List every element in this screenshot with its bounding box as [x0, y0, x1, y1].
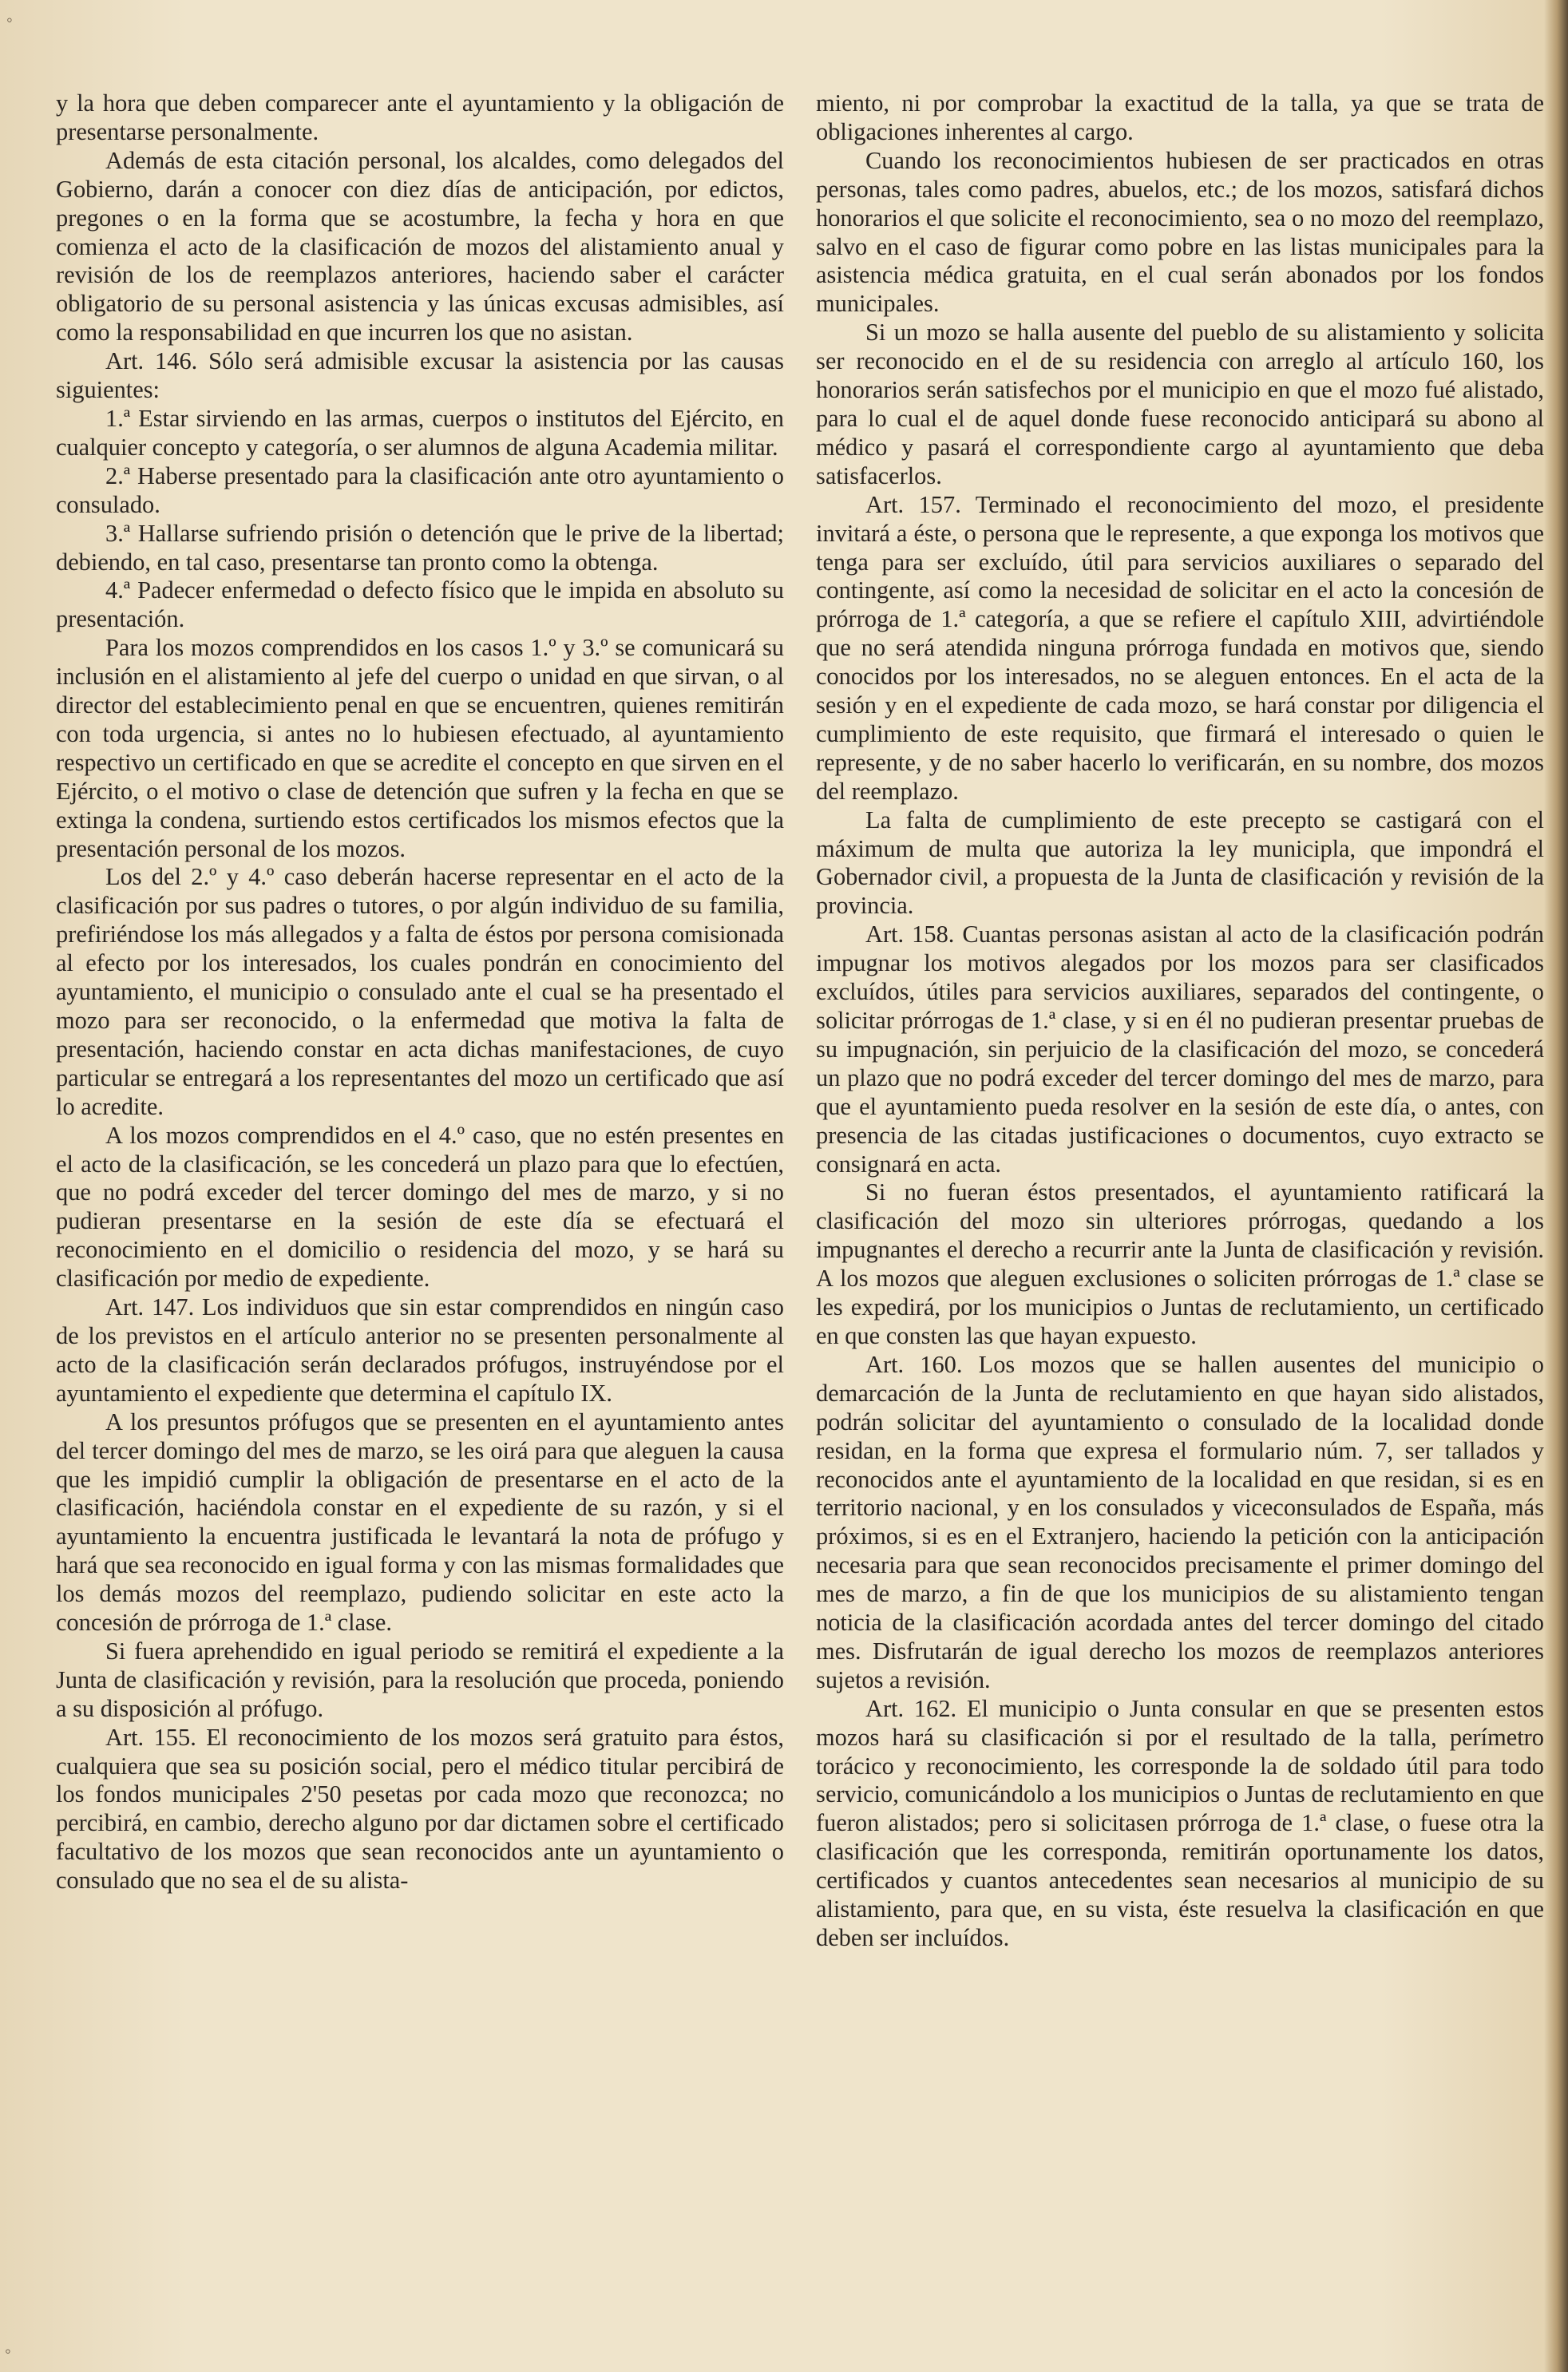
page-binding-edge	[1544, 0, 1568, 2372]
paragraph: Si fuera aprehendido en igual periodo se remitirá el expediente a la Junta de clasificación y revisión, para la resolución que proceda, poniendo a su disposición al prófugo.	[56, 1637, 784, 1722]
paragraph: Para los mozos comprendidos en los casos 1.º y 3.º se comunicará su inclusión en el alistamiento al jefe del cuerpo o unidad en que sirvan, o al director del establecimiento penal en que se encuentren, quienes remitirán con toda urgencia, si antes no lo hubiesen efectuado, al ayuntamiento respectivo un certificado en que se acredite el concepto en que sirven en el Ejército, o el motivo o clase de detención que sufren y la fecha en que se extinga la condena, surtiendo estos certificados los mismos efectos que la presentación personal de los mozos.	[56, 634, 784, 862]
article-160: Art. 160. Los mozos que se hallen ausentes del municipio o demarcación de la Junta de reclutamiento en que hayan sido alistados, podrán solicitar del ayuntamiento o consulado de la localidad donde residan, en la forma que expresa el formulario núm. 7, ser tallados y reconocidos ante el ayuntamiento de la localidad en que residan, si es en territorio nacional, y en los consulados y viceconsulados de España, más próximos, si es en el Extranjero, haciendo la petición con la anticipación necesaria para que sean reconocidos precisamente el primer domingo del mes de marzo, a fin de que los municipios de su alistamiento tengan noticia de la clasificación acordada antes del tercer domingo del citado mes. Disfrutarán de igual derecho los mozos de reemplazos anteriores sujetos a revisión.	[816, 1350, 1544, 1693]
left-column	[56, 89, 784, 1895]
paragraph: Además de esta citación personal, los alcaldes, como delegados del Gobierno, darán a conocer con diez días de anticipación, por edictos, pregones o en la forma que se acostumbre, la fecha y hora en que comienza el acto de la clasificación de mozos del alistamiento anual y revisión de los de reemplazos anteriores, haciendo saber el carácter obligatorio de su personal asistencia y las únicas excusas admisibles, así como la responsabilidad en que incurren los que no asistan.	[56, 146, 784, 346]
paragraph: miento, ni por comprobar la exactitud de la talla, ya que se trata de obligaciones inherentes al cargo.	[816, 89, 1544, 145]
article-158: Art. 158. Cuantas personas asistan al acto de la clasificación podrán impugnar los motivos alegados por los mozos para ser clasificados excluídos, útiles para servicios auxiliares, separados del contingente, o solicitar prórrogas de 1.ª clase, y si en él no pudieran presentar pruebas de su impugnación, sin perjuicio de la clasificación del mozo, se concederá un plazo que no podrá exceder del tercer domingo del mes de marzo, para que el ayuntamiento pueda resolver en la sesión de este día, o antes, con presencia de las citadas justificaciones o documentos, cuyo extracto se consignará en acta.	[816, 921, 1544, 1178]
article-162: Art. 162. El municipio o Junta consular en que se presenten estos mozos hará su clasificación si por el resultado de la talla, perímetro torácico y reconocimiento, les corresponde la de soldado útil para todo servicio, comunicándolo a los municipios o Juntas de reclutamiento en que fueron alistados; pero si solicitasen prórroga de 1.ª clase, o fuese otra la clasificación que les corresponda, remitirán oportunamente los datos, certificados y cuantos antecedentes sean necesarios al municipio de su alistamiento, para que, en su vista, éste resuelva la clasificación en que deben ser incluídos.	[816, 1694, 1544, 1951]
right-column	[816, 89, 1544, 1953]
article-155: Art. 155. El reconocimiento de los mozos será gratuito para éstos, cualquiera que sea su posición social, pero el médico titular percibirá de los fondos municipales 2'50 pesetas por cada mozo que reconozca; no percibirá, en cambio, derecho alguno por dar dictamen sobre el certificado facultativo de los mozos que sean reconocidos ante un ayuntamiento o consulado que no sea el de su alista-	[56, 1723, 784, 1895]
paragraph: Si un mozo se halla ausente del pueblo de su alistamiento y solicita ser reconocido en el de su residencia con arreglo al artículo 160, los honorarios serán satisfechos por el municipio en que el mozo fué alistado, para lo cual el de aquel donde fuese reconocido anticipará su abono al médico y pasará el correspondiente cargo al ayuntamiento que deba satisfacerlos.	[816, 319, 1544, 489]
paragraph: A los mozos comprendidos en el 4.º caso, que no estén presentes en el acto de la clasificación, se les concederá un plazo para que lo efectúen, que no podrá exceder del tercer domingo del mes de marzo, y si no pudieran presentarse en la sesión de este día se efectuará el reconocimiento en el domicilio o residencia del mozo, y se hará su clasificación por medio de expediente.	[56, 1121, 784, 1293]
article-147: Art. 147. Los individuos que sin estar comprendidos en ningún caso de los previstos en el artículo anterior no se presenten personalmente al acto de la clasificación serán declarados prófugos, instruyéndose por el ayuntamiento el expediente que determina el capítulo IX.	[56, 1293, 784, 1407]
list-item: 2.ª Haberse presentado para la clasificación ante otro ayuntamiento o consulado.	[56, 461, 784, 518]
paragraph: A los presuntos prófugos que se presenten en el ayuntamiento antes del tercer domingo del mes de marzo, se les oirá para que aleguen la causa que les impidió cumplir la obligación de presentarse en el acto de la clasificación, haciéndola constar en el expediente de su razón, y si el ayuntamiento la encuentra justificada le levantará la nota de prófugo y hará que sea reconocido en igual forma y con las mismas formalidades que los demás mozos del reemplazo, pudiendo solicitar en este acto la concesión de prórroga de 1.ª clase.	[56, 1408, 784, 1637]
paragraph: y la hora que deben comparecer ante el ayuntamiento y la obligación de presentarse personalmente.	[56, 89, 784, 145]
paragraph: La falta de cumplimiento de este precepto se castigará con el máximum de multa que autoriza la ley municipla, que impondrá el Gobernador civil, a propuesta de la Junta de clasificación y revisión de la provincia.	[816, 806, 1544, 920]
list-item: 4.ª Padecer enfermedad o defecto físico que le impida en absoluto su presentación.	[56, 576, 784, 633]
paragraph: Los del 2.º y 4.º caso deberán hacerse representar en el acto de la clasificación por sus padres o tutores, o por algún individuo de su familia, prefiriéndose los más allegados y a falta de éstos por persona comisionada al efecto por los interesados, los cuales pondrán en conocimiento del ayuntamiento, el municipio o consulado ante el cual se ha presentado el mozo para ser reconocido, o la enfermedad que motiva la falta de presentación, haciendo constar en acta dichas manifestaciones, de cuyo particular se entregará a los representantes del mozo un certificado que así lo acredite.	[56, 863, 784, 1120]
paragraph: Si no fueran éstos presentados, el ayuntamiento ratificará la clasificación del mozo sin ulteriores prórrogas, quedando a los impugnantes el derecho a recurrir ante la Junta de clasificación y revisión. A los mozos que aleguen exclusiones o soliciten prórrogas de 1.ª clase se les expedirá, por los municipios o Juntas de reclutamiento, un certificado en que consten las que hayan expuesto.	[816, 1178, 1544, 1349]
corner-mark: ◦	[6, 10, 13, 30]
article-157: Art. 157. Terminado el reconocimiento del mozo, el presidente invitará a éste, o persona que le represente, a que exponga los motivos que tenga para ser excluído, útil para servicios auxiliares o separado del contingente, así como la necesidad de solicitar en el acto la concesión de prórroga de 1.ª categoría, a que se refiere el capítulo XIII, advirtiéndole que no será atendida ninguna prórroga fundada en motivos que, siendo conocidos por los interesados, no se aleguen entonces. En el acta de la sesión y en el expediente de cada mozo, se hará constar por diligencia el cumplimiento de este requisito, que firmará el interesado o quien le represente, y de no saber hacerlo lo verificarán, en su nombre, dos mozos del reemplazo.	[816, 490, 1544, 805]
list-item: 3.ª Hallarse sufriendo prisión o detención que le prive de la libertad; debiendo, en tal caso, presentarse tan pronto como la obtenga.	[56, 519, 784, 576]
corner-mark: ◦	[5, 2341, 11, 2361]
paragraph: Cuando los reconocimientos hubiesen de ser practicados en otras personas, tales como padres, abuelos, etc.; de los mozos, satisfará dichos honorarios el que solicite el reconocimiento, sea o no mozo del reemplazo, salvo en el caso de figurar como pobre en las listas municipales para la asistencia médica gratuita, en el cual serán abonados por los fondos municipales.	[816, 146, 1544, 318]
list-item: 1.ª Estar sirviendo en las armas, cuerpos o institutos del Ejército, en cualquier concepto y categoría, o ser alumnos de alguna Academia militar.	[56, 404, 784, 461]
article-146: Art. 146. Sólo será admisible excusar la asistencia por las causas siguientes:	[56, 347, 784, 404]
